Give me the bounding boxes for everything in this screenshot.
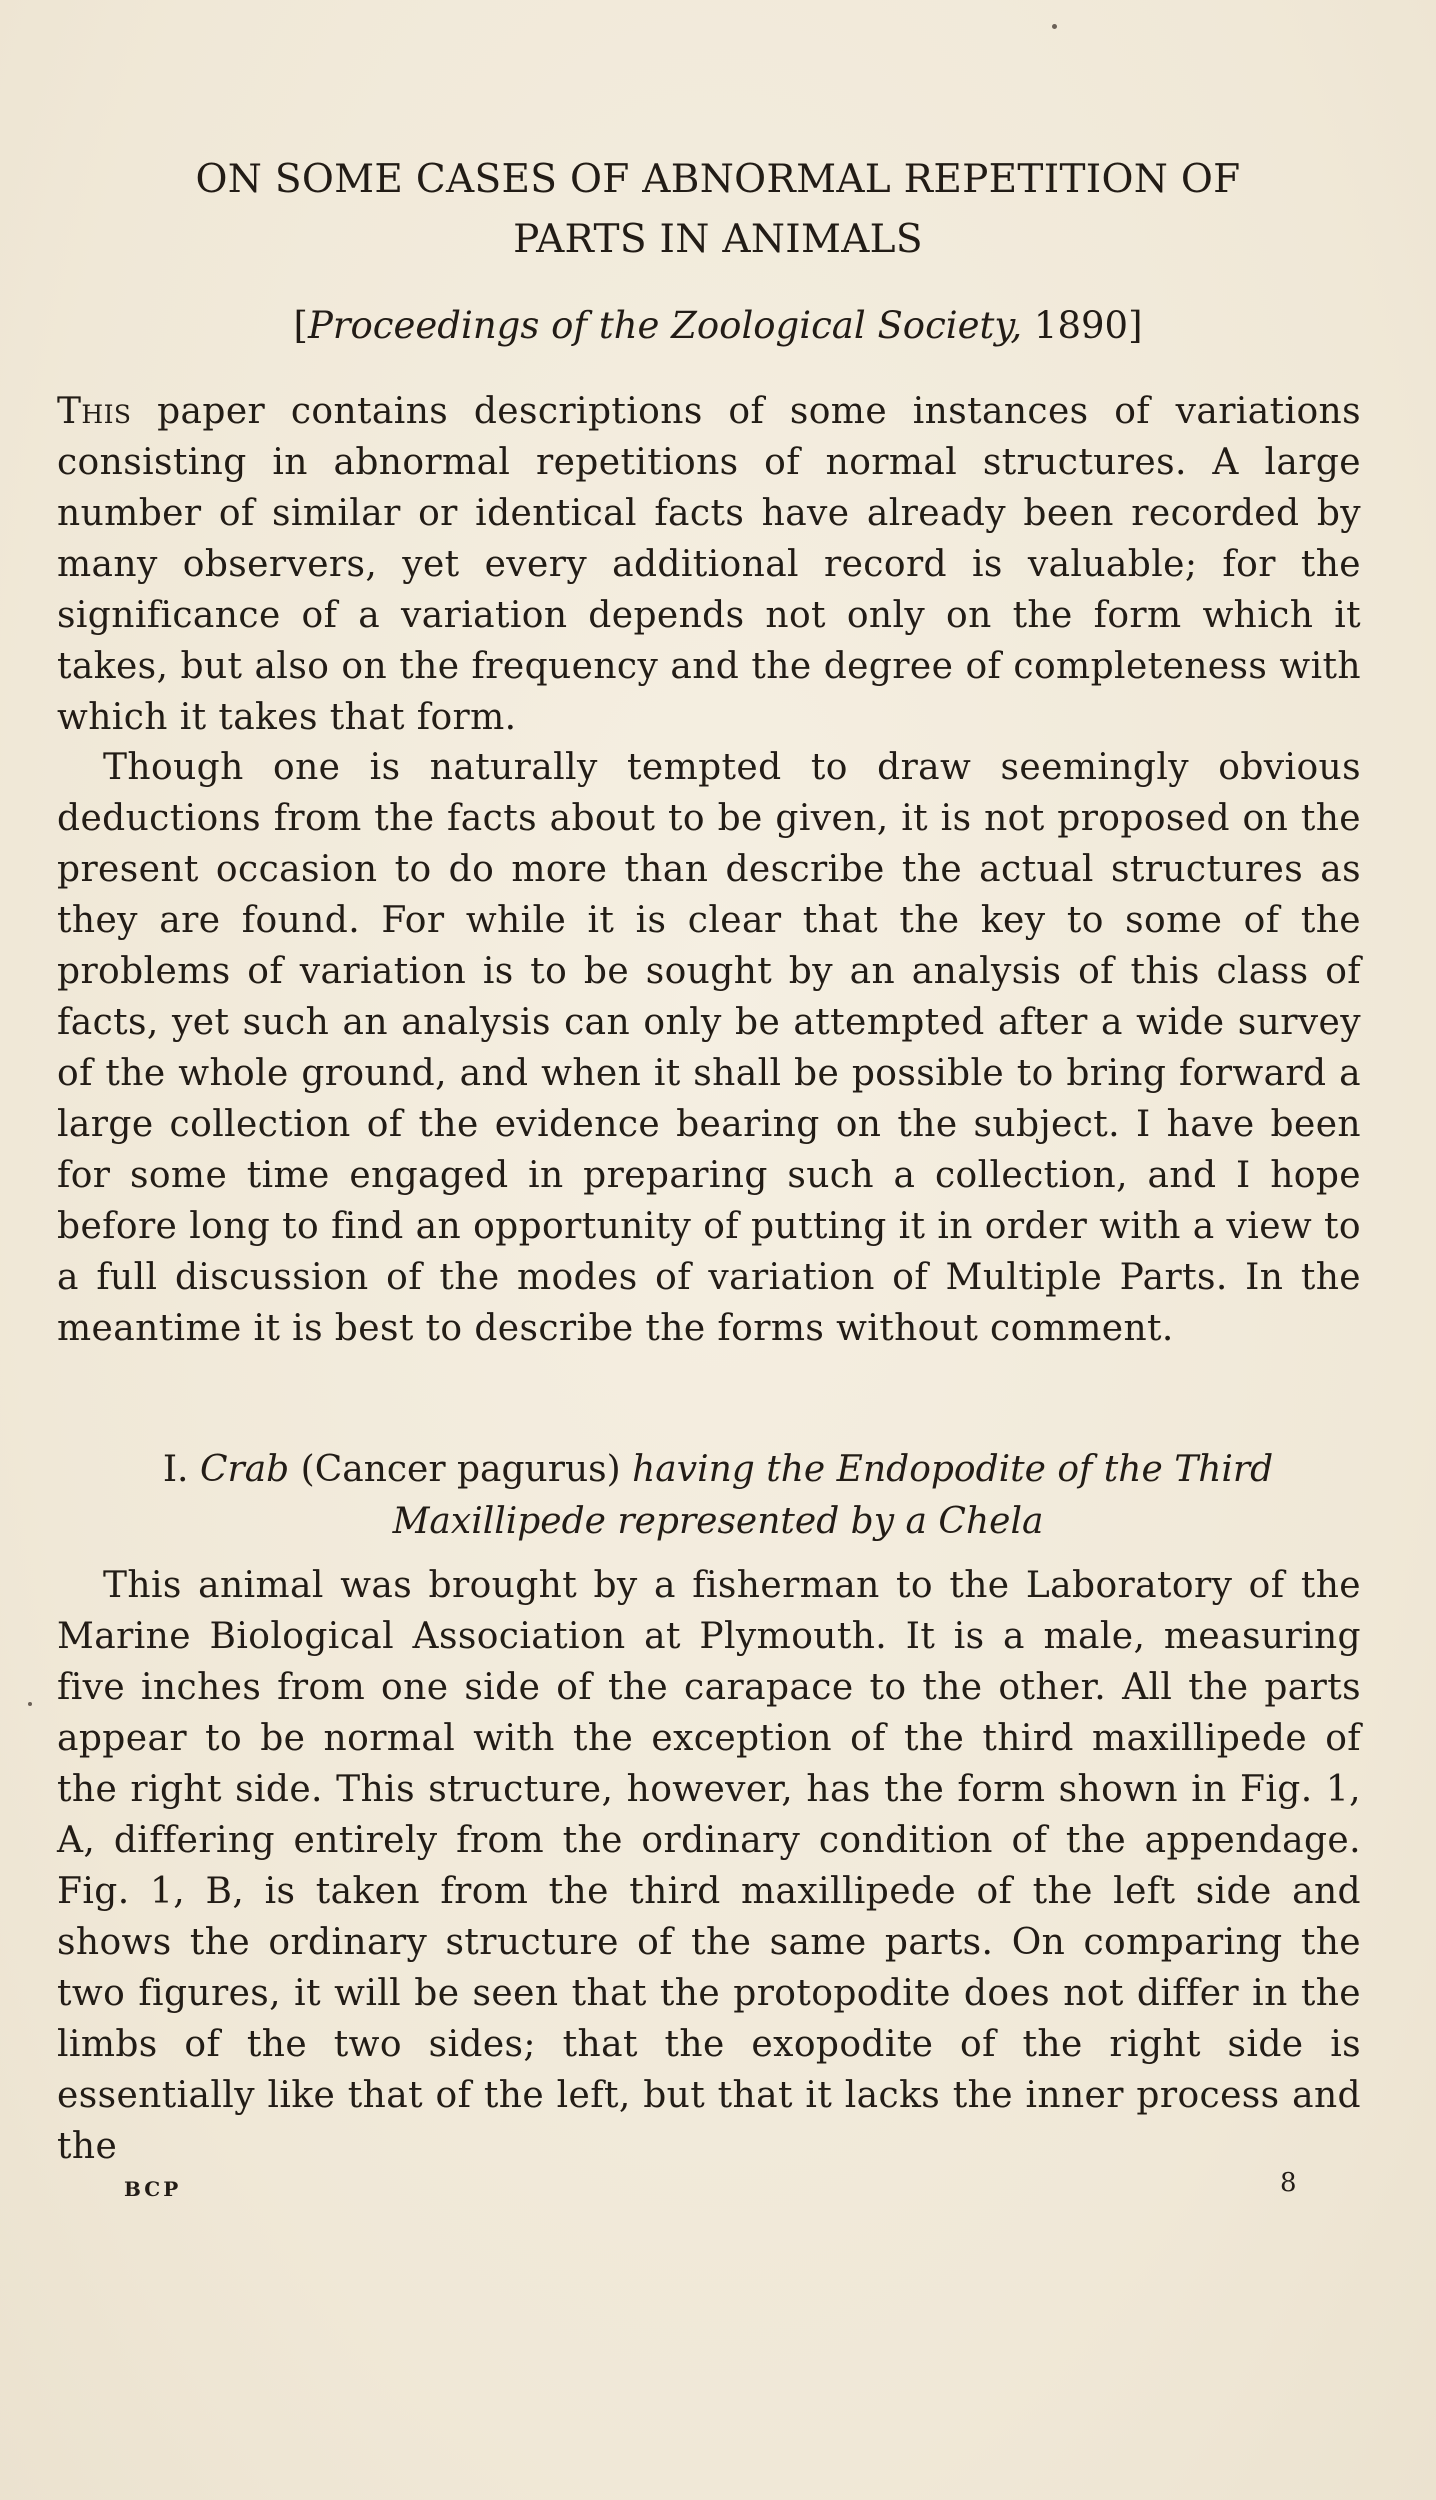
second-paragraph [57, 742, 1361, 1354]
intro-text: paper contains descriptions of some instances of variations consisting in abnormal repetitions of normal structures. A large number of similar or identical facts have already been recorded by many observers, yet every additional record is valuable; for the significance of a variation depends not only on the form which it takes, but also on the frequency and the degree of completeness with which it takes that form. [57, 391, 1361, 738]
section-heading-line-2-text: Maxillipede represented by a Chela [392, 1501, 1044, 1542]
section-heading-line-1 [0, 1444, 1436, 1496]
title-line-1: ON SOME CASES OF ABNORMAL REPETITION OF [195, 157, 1241, 202]
section-crab: Crab [199, 1449, 290, 1490]
section-heading-rest: having the Endopodite of the Third [632, 1449, 1274, 1490]
section-heading-line-2 [0, 1496, 1436, 1548]
print-speck [1052, 24, 1057, 29]
section-heading [0, 1444, 1436, 1548]
crab-paragraph-text: This animal was brought by a fisherman to the Laboratory of the Marine Biological Association at Plymouth. It is a male, measuring five inches from one side of the carapace to the other. All the parts appear to be normal with the exception of the third maxillipede of the right side. This structure, however, has the form shown in Fig. 1, A, differing entirely from the ordinary condition of the appendage. Fig. 1, B, is taken from the third maxillipede of the left side and shows the ordinary structure of the same parts. On comparing the two figures, it will be seen that the protopodite does not differ in the limbs of the two sides; that the exopodite of the right side is essentially like that of the left, but that it lacks the inner process and the [57, 1565, 1361, 2167]
section-species: (Cancer pagurus) [289, 1449, 633, 1490]
section-numeral: I. [162, 1449, 200, 1490]
paper-title [0, 150, 1436, 270]
crab-paragraph [57, 1560, 1361, 2172]
source-journal: Proceedings of the Zoological Society, [307, 304, 1023, 347]
source-citation [0, 302, 1436, 350]
source-bracket: [ [293, 304, 308, 347]
signature-mark: BCP [124, 2177, 182, 2201]
intro-lead-word: This [57, 391, 132, 432]
source-year: 1890] [1022, 304, 1143, 347]
intro-paragraph [57, 386, 1361, 743]
second-paragraph-text: Though one is naturally tempted to draw seemingly obvious deductions from the facts about to be given, it is not proposed on the present occasion to do more than describe the actual structures as they are found. For while it is clear that the key to some of the problems of variation is to be sought by an analysis of this class of facts, yet such an analysis can only be attempted after a wide survey of the whole ground, and when it shall be possible to bring forward a large collection of the evidence bearing on the subject. I have been for some time engaged in preparing such a collection, and I hope before long to find an opportunity of putting it in order with a view to a full discussion of the modes of variation of Multiple Parts. In the meantime it is best to describe the forms without comment. [57, 747, 1361, 1349]
title-line-2: PARTS IN ANIMALS [513, 217, 923, 262]
page-number: 8 [1280, 2168, 1297, 2198]
print-speck [28, 1702, 32, 1706]
